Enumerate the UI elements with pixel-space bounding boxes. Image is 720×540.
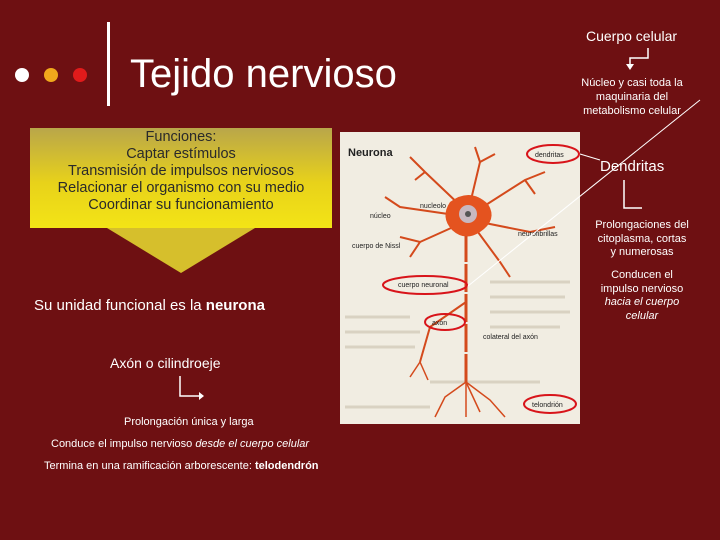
label-telondrion: telondrión: [532, 402, 563, 409]
label-cuerpo-neuronal: cuerpo neuronal: [398, 282, 449, 289]
funciones-item: Coordinar su funcionamiento: [88, 197, 274, 213]
funciones-item: Captar estímulos: [126, 146, 236, 162]
cuerpo-title: Cuerpo celular: [586, 28, 678, 44]
funciones-item: Transmisión de impulsos nerviosos: [68, 163, 294, 179]
funciones-item: Relacionar el organismo con su medio: [57, 180, 305, 196]
cuerpo-desc: Núcleo y casi toda la maquinaria del metabolismo celular: [581, 77, 683, 117]
dendritas-desc: Prolongaciones del citoplasma, cortas y numerosas: [595, 219, 689, 258]
label-cuerpo-nissl: cuerpo de Nissl: [352, 243, 401, 250]
unidad-funcional-text: Su unidad funcional es la neurona: [34, 297, 265, 314]
dendritas-desc2: Conducen el impulso nervioso hacia el cuerpo celular: [600, 269, 684, 322]
label-axon: axón: [432, 320, 448, 327]
axon-line3: Termina en una ramificación arborescente: telodendrón: [44, 460, 319, 472]
axon-line1: Prolongación única y larga: [124, 416, 254, 428]
diagram-title: Neurona: [348, 147, 393, 159]
label-colateral: colateral del axón: [483, 334, 538, 341]
funciones-heading: Funciones:: [145, 129, 217, 145]
dendritas-title: Dendritas: [600, 158, 665, 175]
label-neurofibrillas: neurofibrillas: [518, 231, 558, 238]
axon-line2: Conduce el impulso nervioso desde el cuerpo celular: [51, 438, 310, 450]
label-dendritas: dendritas: [535, 152, 564, 159]
label-nucleo: núcleo: [370, 213, 391, 220]
page-title: Tejido nervioso: [130, 52, 397, 96]
label-nucleolo: nucleolo: [420, 203, 447, 210]
axon-title: Axón o cilindroeje: [110, 355, 221, 371]
